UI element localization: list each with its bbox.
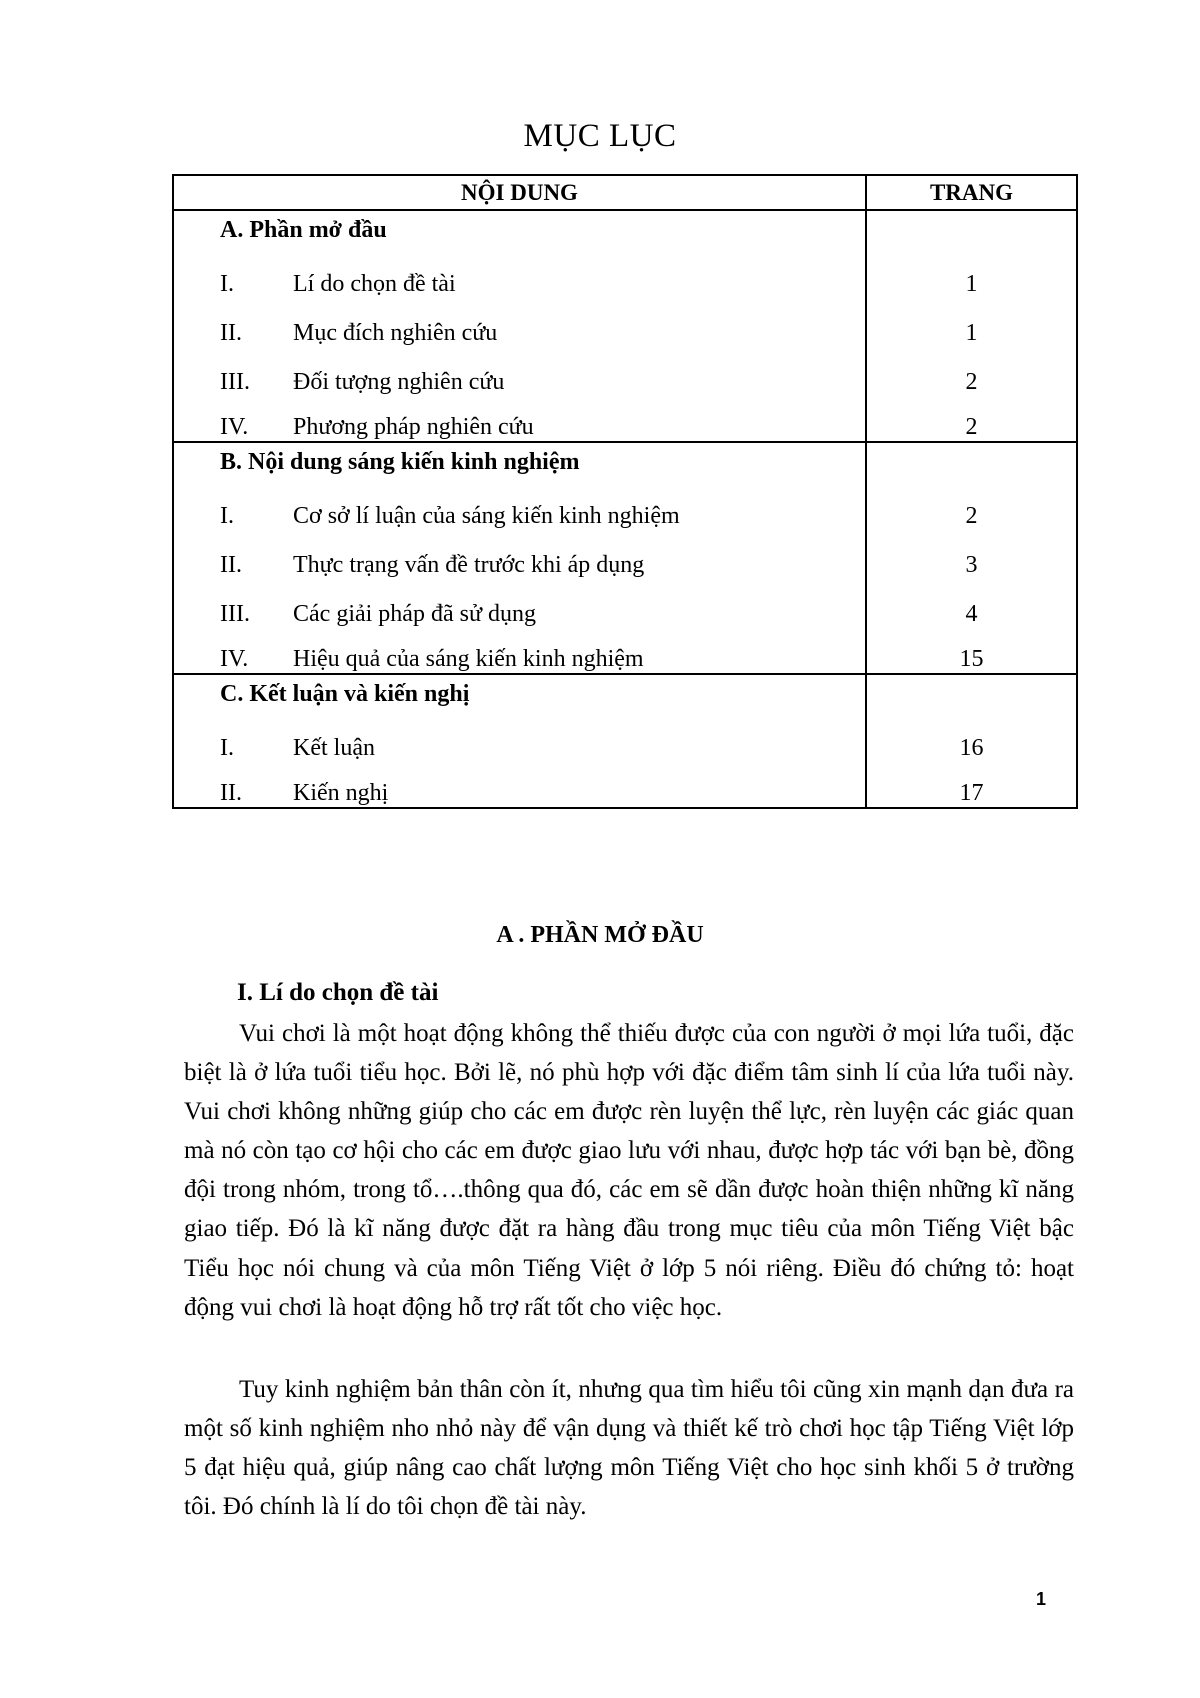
toc-item-number: I. [220, 503, 234, 529]
toc-row [173, 579, 1077, 628]
toc-item-text: Mục đích nghiên cứu [293, 320, 498, 346]
toc-item-page: 16 [866, 713, 1077, 762]
body-paragraph: Tuy kinh nghiệm bản thân còn ít, nhưng qua tìm hiểu tôi cũng xin mạnh dạn đưa ra một số kinh nghiệm nho nhỏ này để vận dụng và thiết kế trò chơi học tập Tiếng Việt lớp 5 đạt hiệu quả, giúp nâng cao chất lượng môn Tiếng Việt cho học sinh khối 5 ở trường tôi. Đó chính là lí do tôi chọn đề tài này. [184, 1376, 1074, 1521]
toc-item-page: 17 [866, 762, 1077, 808]
toc-section-b [173, 442, 1077, 481]
toc-row [173, 396, 1077, 442]
toc-section-c [173, 674, 1077, 713]
toc-item-number: I. [220, 735, 234, 761]
toc-row [173, 347, 1077, 396]
toc-item-number: II. [220, 552, 242, 578]
toc-item-number: III. [220, 369, 250, 395]
toc-item-page: 15 [866, 628, 1077, 674]
toc-header-row [173, 175, 1077, 210]
toc-item-text: Phương pháp nghiên cứu [293, 414, 534, 440]
subsection-heading: I. Lí do chọn đề tài [237, 979, 439, 1006]
toc-row [173, 481, 1077, 530]
toc-item-page: 3 [866, 530, 1077, 579]
toc-item-text: Kiến nghị [293, 780, 389, 806]
toc-item-page: 1 [866, 298, 1077, 347]
toc-item-text: Kết luận [293, 735, 375, 761]
toc-item-text: Thực trạng vấn đề trước khi áp dụng [293, 552, 645, 578]
toc-header-content: NỘI DUNG [173, 175, 866, 210]
toc-item-text: Cơ sở lí luận của sáng kiến kinh nghiệm [293, 503, 680, 529]
toc-item-page: 2 [866, 396, 1077, 442]
toc-row [173, 530, 1077, 579]
toc-table [172, 174, 1078, 809]
toc-item-number: IV. [220, 414, 249, 440]
toc-item-number: II. [220, 780, 242, 806]
toc-section-title: C. Kết luận và kiến nghị [173, 674, 866, 713]
toc-section-title: A. Phần mở đầu [173, 210, 866, 249]
toc-item-page: 2 [866, 481, 1077, 530]
toc-item-page: 4 [866, 579, 1077, 628]
toc-item-number: III. [220, 601, 250, 627]
toc-section-a [173, 210, 1077, 249]
toc-item-text: Đối tượng nghiên cứu [293, 369, 505, 395]
toc-item-page: 1 [866, 249, 1077, 298]
toc-item-page: 2 [866, 347, 1077, 396]
toc-row [173, 713, 1077, 762]
toc-row [173, 249, 1077, 298]
toc-item-number: IV. [220, 646, 249, 672]
toc-item-number: II. [220, 320, 242, 346]
toc-row [173, 298, 1077, 347]
page-number: 1 [1036, 1589, 1047, 1609]
section-heading: A . PHẦN MỞ ĐẦU [496, 922, 704, 948]
toc-item-number: I. [220, 271, 234, 297]
toc-row [173, 628, 1077, 674]
toc-item-text: Hiệu quả của sáng kiến kinh nghiệm [293, 646, 644, 672]
toc-item-text: Lí do chọn đề tài [293, 271, 456, 297]
toc-section-title: B. Nội dung sáng kiến kinh nghiệm [173, 442, 866, 481]
toc-row [173, 762, 1077, 808]
toc-title: MỤC LỤC [523, 118, 677, 154]
toc-item-text: Các giải pháp đã sử dụng [293, 601, 536, 627]
toc-header-page: TRANG [866, 175, 1077, 210]
body-paragraph: Vui chơi là một hoạt động không thể thiếu được của con người ở mọi lứa tuổi, đặc biệt là ở lứa tuổi tiểu học. Bởi lẽ, nó phù hợp với đặc điểm tâm sinh lí của lứa tuổi này. Vui chơi không những giúp cho các em được rèn luyện thể lực, rèn luyện các giác quan mà nó còn tạo cơ hội cho các em được giao lưu với nhau, được hợp tác với bạn bè, đồng đội trong nhóm, trong tổ….thông qua đó, các em sẽ dần được hoàn thiện những kĩ năng giao tiếp. Đó là kĩ năng được đặt ra hàng đầu trong mục tiêu của môn Tiếng Việt bậc Tiểu học nói chung và của môn Tiếng Việt ở lớp 5 nói riêng. Điều đó chứng tỏ: hoạt động vui chơi là hoạt động hỗ trợ rất tốt cho việc học. [184, 1020, 1074, 1321]
